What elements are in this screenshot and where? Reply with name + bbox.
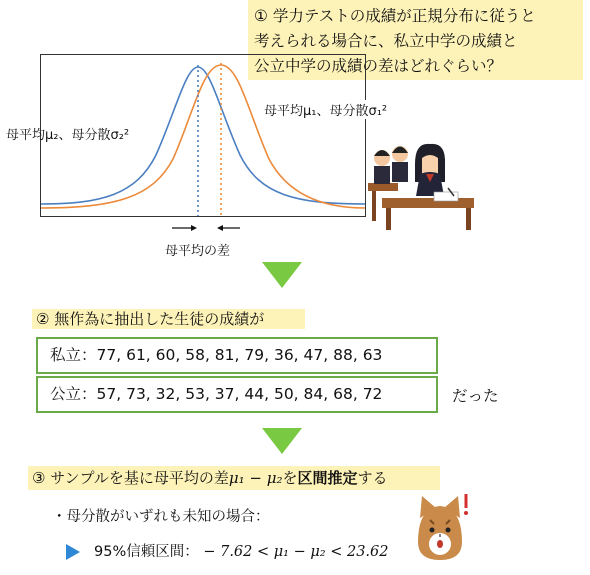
cat-illustration	[410, 490, 472, 562]
private-sample-row: 私立：77, 61, 60, 58, 81, 79, 36, 47, 88, 63	[36, 337, 438, 374]
down-arrow-1	[262, 262, 302, 288]
confidence-interval-result: 95%信頼区間： − 7.62 < μ₁ − μ₂ < 23.62	[66, 540, 388, 561]
mean-difference-label: 母平均の差	[165, 244, 231, 259]
down-arrow-2	[262, 428, 302, 454]
sample-suffix: だった	[452, 387, 499, 405]
variance-note: ・母分散がいずれも未知の場合：	[52, 509, 270, 525]
public-population-label: 母平均μ₂、母分散σ₂²	[6, 128, 130, 143]
question-line-3: 公立中学の成績の差はどれぐらい？	[254, 57, 503, 75]
public-sample-row: 公立：57, 73, 32, 53, 37, 44, 50, 84, 68, 72	[36, 376, 438, 413]
mean-difference-arrows	[168, 219, 248, 237]
bullet-triangle-icon	[66, 544, 80, 560]
estimation-heading: ③ サンプルを基に母平均の差μ₁ − μ₂を区間推定する	[28, 466, 440, 490]
students-illustration	[368, 138, 474, 230]
question-line-2: 考えられる場合に、私立中学の成績と	[254, 32, 518, 50]
private-population-label: 母平均μ₁、母分散σ₁²	[264, 100, 387, 119]
sample-heading: ② 無作為に抽出した生徒の成績が	[32, 309, 305, 329]
question-line-1: ① 学力テストの成績が正規分布に従うと	[254, 7, 536, 25]
